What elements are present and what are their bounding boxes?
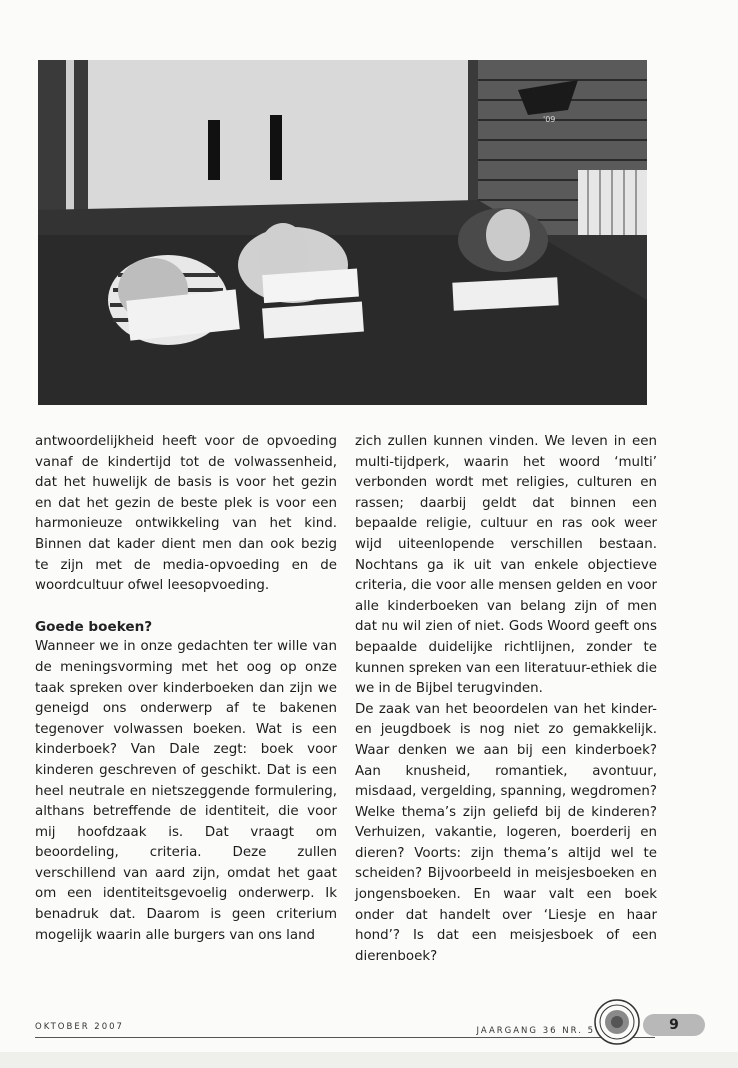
page-number: 9 [643,1014,705,1036]
photo-illustration [38,60,647,405]
children-reading-photo [38,60,647,405]
footer-issue: JAARGANG 36 NR. 5 [476,1026,595,1036]
left-column [35,432,337,946]
page-footer [35,1012,705,1042]
footer-date: OKTOBER 2007 [35,1022,124,1032]
left-paragraph-2: Wanneer we in onze gedachten ter wille van de meningsvorming met het oog op onze taak spreken over kinderboeken dan zijn we geneigd ons onderwerp af te bakenen tegenover volwassen boeken. Wat is een kinderboek? Van Dale zegt: boek voor kinderen geschreven of geschikt. Dat is een heel neutrale en nietszeggende formulering, althans betreffende de identiteit, die voor mij hoofdzaak is. Dat vraagt om beoordeling, criteria. Deze zullen verschillend van aard zijn, omdat het gaat om een identiteitsgevoelig onderwerp. Ik benadruk dat. Daarom is geen criterium mogelijk waarin alle burgers van ons land [35,639,337,943]
right-paragraph-2: De zaak van het beoordelen van het kinder- en jeugdboek is nog niet zo gemakkelijk. Waar denken we aan bij een kinderboek? Aan knusheid, romantiek, avontuur, misdaad, vergelding, spanning, wegdromen? Welke thema’s zijn geliefd bij de kinderen? Verhuizen, vakantie, logeren, boerderij en dieren? Voorts: zijn thema’s altijd wel te scheiden? Bijvoorbeeld in meisjesboeken en jongensboeken. En waar valt een boek onder dat handelt over ‘Liesje en haar hond’? Is dat een meisjesboek of een dierenboek? [355,701,657,964]
page-bottom-edge [0,1052,738,1068]
left-paragraph-1: antwoordelijkheid heeft voor de opvoeding vanaf de kindertijd tot de volwassenheid, dat het huwelijk de basis is voor het gezin en dat het gezin de beste plek is voor een harmonieuze ontwikkeling van het kind. Binnen dat kader dient men dan ook bezig te zijn met de media-opvoeding en de woordcultuur ofwel leesopvoeding. [35,434,337,594]
section-heading: Goede boeken? [35,618,153,635]
footer-divider [35,1037,655,1038]
seal-icon [593,998,641,1046]
right-column [355,432,657,967]
svg-text:'09: '09 [543,115,556,124]
right-paragraph-1: zich zullen kunnen vinden. We leven in een multi-tijdperk, waarin het woord ‘multi’ verbonden wordt met religies, culturen en rassen; daarbij geldt dat binnen een bepaalde religie, cultuur en ras ook weer wijd uiteenlopende verschillen bestaan. Nochtans ga ik uit van enkele objectieve criteria, die voor alle mensen gelden en voor alle kinderboeken van belang zijn of men dat nu wil zien of niet. Gods Woord geeft ons bepaalde duidelijke richtlijnen, zonder te kunnen spreken van een literatuur-ethiek die we in de Bijbel terugvinden. [355,434,657,697]
